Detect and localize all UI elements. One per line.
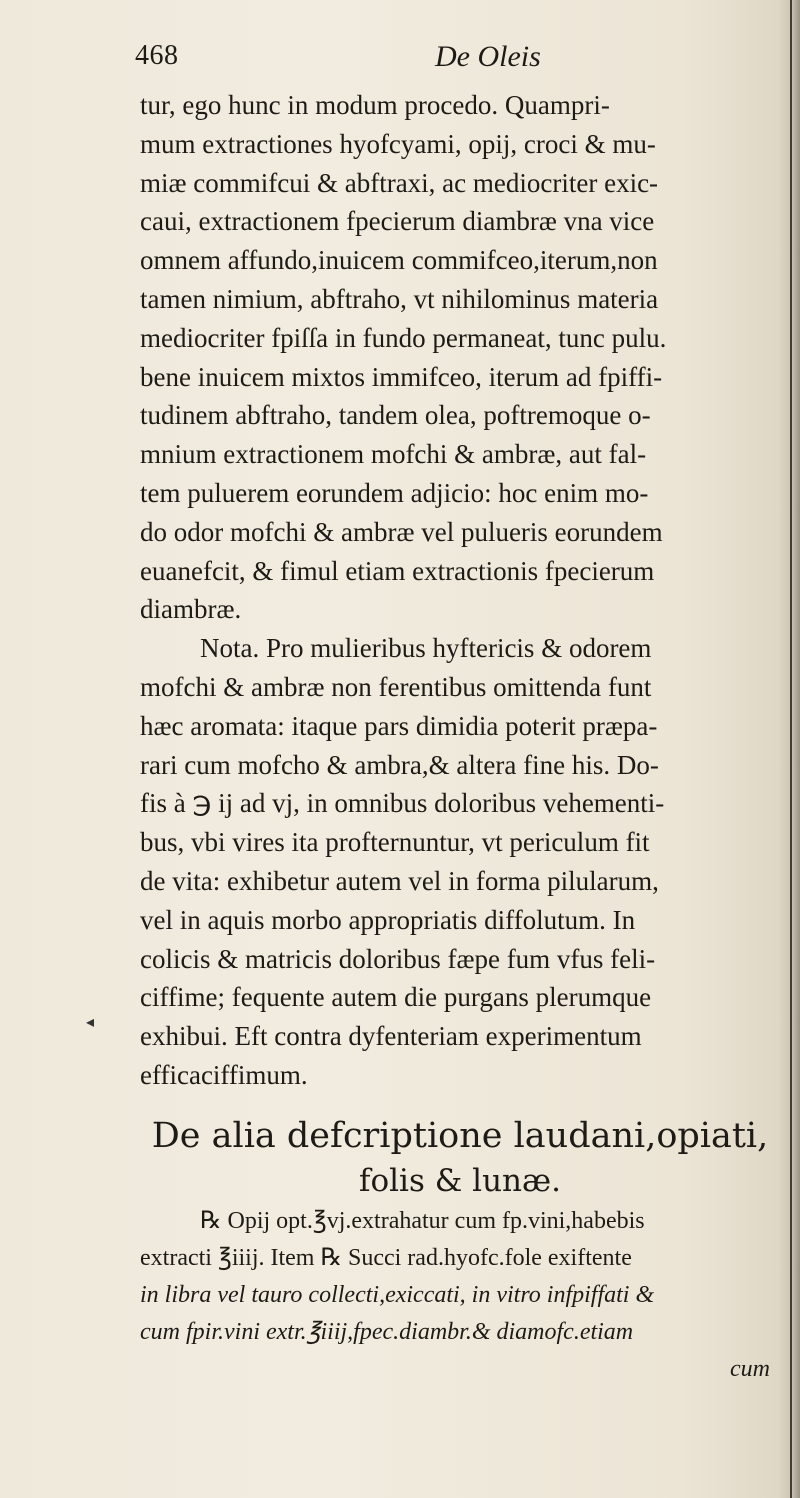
recipe-line: cum fpir.vini extr.℥iiij,fpec.diambr.& diamofc.etiam (140, 1318, 634, 1345)
nota-paragraph (140, 629, 780, 1095)
page-edge-shadow (778, 0, 800, 1498)
running-title: De Oleis (435, 40, 541, 73)
text-line: de vita: exhibetur autem vel in forma pilularum, (140, 865, 659, 896)
text-line: mediocriter fpiſſa in fundo permaneat, tunc pulu. (140, 322, 667, 353)
text-line: miæ commifcui & abftraxi, ac mediocriter exic- (140, 167, 659, 198)
text-line: do odor mofchi & ambræ vel pulueris eorundem (140, 516, 663, 547)
text-line: mofchi & ambræ non ferentibus omittenda funt (140, 671, 652, 702)
section-heading-continued: folis & lunæ. (358, 1162, 561, 1199)
recipe-paragraph (140, 1203, 780, 1388)
text-line: tem puluerem eorundem adjicio: hoc enim mo- (140, 477, 649, 508)
catchword: cum (730, 1355, 770, 1382)
text-line: Nota. Pro mulieribus hyftericis & odorem (200, 633, 652, 664)
text-line: colicis & matricis doloribus fæpe fum vfus feli- (140, 943, 656, 974)
recipe-line: in libra vel tauro collecti,exiccati, in vitro infpiffati & (140, 1281, 655, 1308)
margin-mark-icon: ◂ (86, 1012, 95, 1031)
text-line: tur, ego hunc in modum procedo. Quampri- (140, 90, 610, 120)
section-heading: De alia defcriptione laudani,opiati, (151, 1115, 769, 1156)
main-paragraph (140, 86, 780, 629)
text-line: rari cum mofcho & ambra,& altera fine his. Do- (140, 749, 659, 780)
text-line: caui, extractionem fpecierum diambræ vna vice (140, 206, 655, 237)
recipe-line: extracti ℥iiij. Item ℞ Succi rad.hyofc.fole exiftente (140, 1244, 632, 1271)
text-line: mnium extractionem mofchi & ambræ, aut fal- (140, 439, 647, 470)
text-line: bus, vbi vires ita profternuntur, vt periculum fit (140, 827, 650, 858)
text-line: mum extractiones hyofcyami, opij, croci & mu- (140, 128, 656, 159)
text-line: ciffime; fequente autem die purgans plerumque (140, 982, 652, 1013)
text-line: bene inuicem mixtos immifceo, iterum ad fpiffi- (140, 361, 663, 392)
page-edge-line (790, 0, 792, 1498)
text-line: euanefcit, & fimul etiam extractionis fpecierum (140, 555, 655, 586)
recipe-line: ℞ Opij opt.℥vj.extrahatur cum fp.vini,habebis (200, 1207, 645, 1234)
running-head (135, 40, 775, 90)
text-line: tamen nimium, abftraho, vt nihilominus materia (140, 283, 659, 314)
text-line: hæc aromata: itaque pars dimidia poterit præpa- (140, 710, 658, 741)
page-number: 468 (135, 40, 179, 71)
text-line: exhibui. Eft contra dyfenteriam experimentum (140, 1021, 642, 1052)
text-line: tudinem abftraho, tandem olea, poftremoque o- (140, 400, 651, 431)
text-line: fis à ℈ ij ad vj, in omnibus doloribus vehementi- (140, 788, 665, 819)
text-line: diambræ. (140, 594, 242, 625)
text-line: vel in aquis morbo appropriatis diffolutum. In (140, 904, 636, 935)
text-line: efficaciffimum. (140, 1059, 308, 1090)
text-block (140, 86, 780, 1388)
text-line: omnem affundo,inuicem commifceo,iterum,non (140, 245, 658, 276)
